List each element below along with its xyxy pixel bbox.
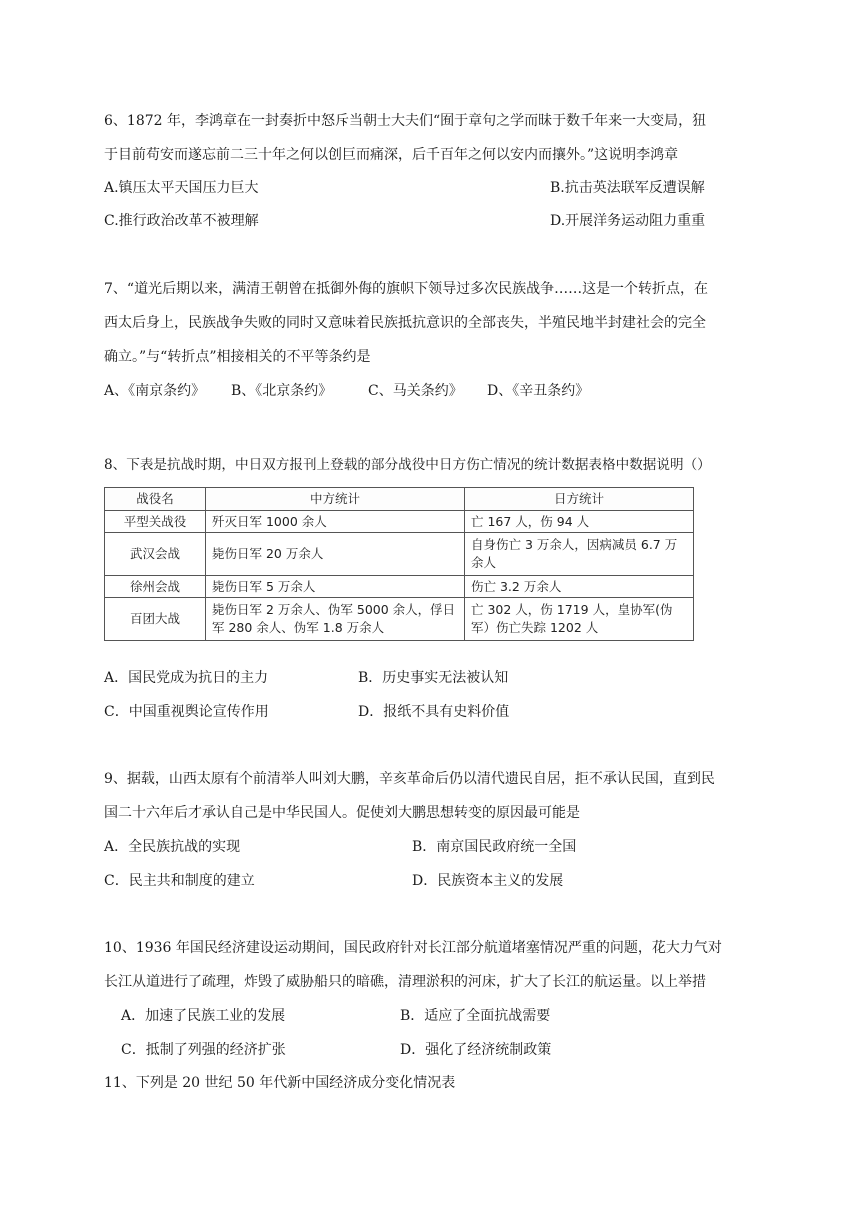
table-header-chinese-stats: 中方统计: [206, 488, 465, 511]
q8-option-d: D．报纸不具有史料价值: [358, 704, 510, 720]
table-row: [105, 576, 694, 598]
q7-stem-line-1: 7、“道光后期以来，满清王朝曾在抵御外侮的旗帜下领导过多次民族战争……这是一个转折点，在: [104, 281, 709, 297]
battle-name: 平型关战役: [105, 511, 206, 533]
japanese-stat: 自身伤亡 3 万余人，因病减员 6.7 万余人: [465, 533, 694, 576]
q10-option-b: B．适应了全面抗战需要: [400, 1008, 551, 1024]
q8-option-c: C．中国重视舆论宣传作用: [104, 704, 269, 720]
q8-stem-line-1: 8、下表是抗战时期，中日双方报刊上登载的部分战役中日方伤亡情况的统计数据表格中数据说明（）: [104, 457, 711, 473]
table-row: [105, 511, 694, 533]
table-header-battle: 战役名: [105, 488, 206, 511]
q9-option-a: A．全民族抗战的实现: [104, 839, 241, 855]
table-header-row: [105, 488, 694, 511]
q9-option-b: B．南京国民政府统一全国: [412, 839, 577, 855]
q7-stem-line-2: 西太后身上，民族战争失败的同时又意味着民族抵抗意识的全部丧失，半殖民地半封建社会的完全: [104, 315, 706, 331]
q8-option-a: A．国民党成为抗日的主力: [104, 670, 269, 686]
q7-stem-line-3: 确立。”与“转折点”相接相关的不平等条约是: [104, 349, 371, 365]
japanese-stat: 亡 167 人，伤 94 人: [465, 511, 694, 533]
q9-option-d: D．民族资本主义的发展: [412, 873, 564, 889]
chinese-stat: 歼灭日军 1000 余人: [206, 511, 465, 533]
q10-stem-line-2: 长江从道进行了疏理，炸毁了威胁船只的暗礁，清理淤积的河床，扩大了长江的航运量。以上举措: [104, 974, 706, 990]
q6-stem-line-2: 于目前苟安而遂忘前二三十年之何以创巨而痛深，后千百年之何以安内而攘外。”这说明李鸿章: [104, 147, 679, 163]
battle-name: 武汉会战: [105, 533, 206, 576]
q9-stem-line-2: 国二十六年后才承认自己是中华民国人。促使刘大鹏思想转变的原因最可能是: [104, 805, 580, 821]
q11-stem-line-1: 11、下列是 20 世纪 50 年代新中国经济成分变化情况表: [104, 1075, 456, 1091]
q9-stem-line-1: 9、据载，山西太原有个前清举人叫刘大鹏，辛亥革命后仍以清代遗民自居，拒不承认民国，直到民: [104, 771, 715, 787]
japanese-stat: 伤亡 3.2 万余人: [465, 576, 694, 598]
chinese-stat: 毙伤日军 2 万余人、伪军 5000 余人，俘日军 280 余人、伪军 1.8 万余人: [206, 598, 465, 641]
chinese-stat: 毙伤日军 20 万余人: [206, 533, 465, 576]
table-header-japanese-stats: 日方统计: [465, 488, 694, 511]
q6-option-a: A.镇压太平天国压力巨大: [104, 180, 259, 196]
q10-option-a: A．加速了民族工业的发展: [121, 1008, 286, 1024]
q10-stem-line-1: 10、1936 年国民经济建设运动期间，国民政府针对长江部分航道堵塞情况严重的问题，花大力气对: [104, 940, 722, 956]
q7-option-d: D、《辛丑条约》: [487, 383, 590, 399]
q9-option-c: C．民主共和制度的建立: [104, 873, 255, 889]
japanese-stat: 亡 302 人，伤 1719 人，皇协军(伪军）伤亡失踪 1202 人: [465, 598, 694, 641]
battle-casualty-table: [104, 487, 694, 641]
q8-option-b: B．历史事实无法被认知: [358, 670, 509, 686]
q7-option-a: A、《南京条约》: [104, 383, 206, 399]
q7-option-c: C、马关条约》: [368, 383, 463, 399]
table-row: [105, 598, 694, 641]
q6-option-c: C.推行政治改革不被理解: [104, 213, 259, 229]
battle-name: 百团大战: [105, 598, 206, 641]
table-row: [105, 533, 694, 576]
q6-stem-line-1: 6、1872 年，李鸿章在一封奏折中怒斥当朝士大夫们“囿于章句之学而昧于数千年来一大变局，狃: [104, 113, 707, 129]
chinese-stat: 毙伤日军 5 万余人: [206, 576, 465, 598]
q7-option-b: B、《北京条约》: [231, 383, 333, 399]
q6-option-d: D.开展洋务运动阻力重重: [550, 213, 706, 229]
q10-option-c: C．抵制了列强的经济扩张: [121, 1042, 286, 1058]
q6-option-b: B.抗击英法联军反遭误解: [550, 180, 705, 196]
q10-option-d: D．强化了经济统制政策: [400, 1042, 552, 1058]
battle-name: 徐州会战: [105, 576, 206, 598]
